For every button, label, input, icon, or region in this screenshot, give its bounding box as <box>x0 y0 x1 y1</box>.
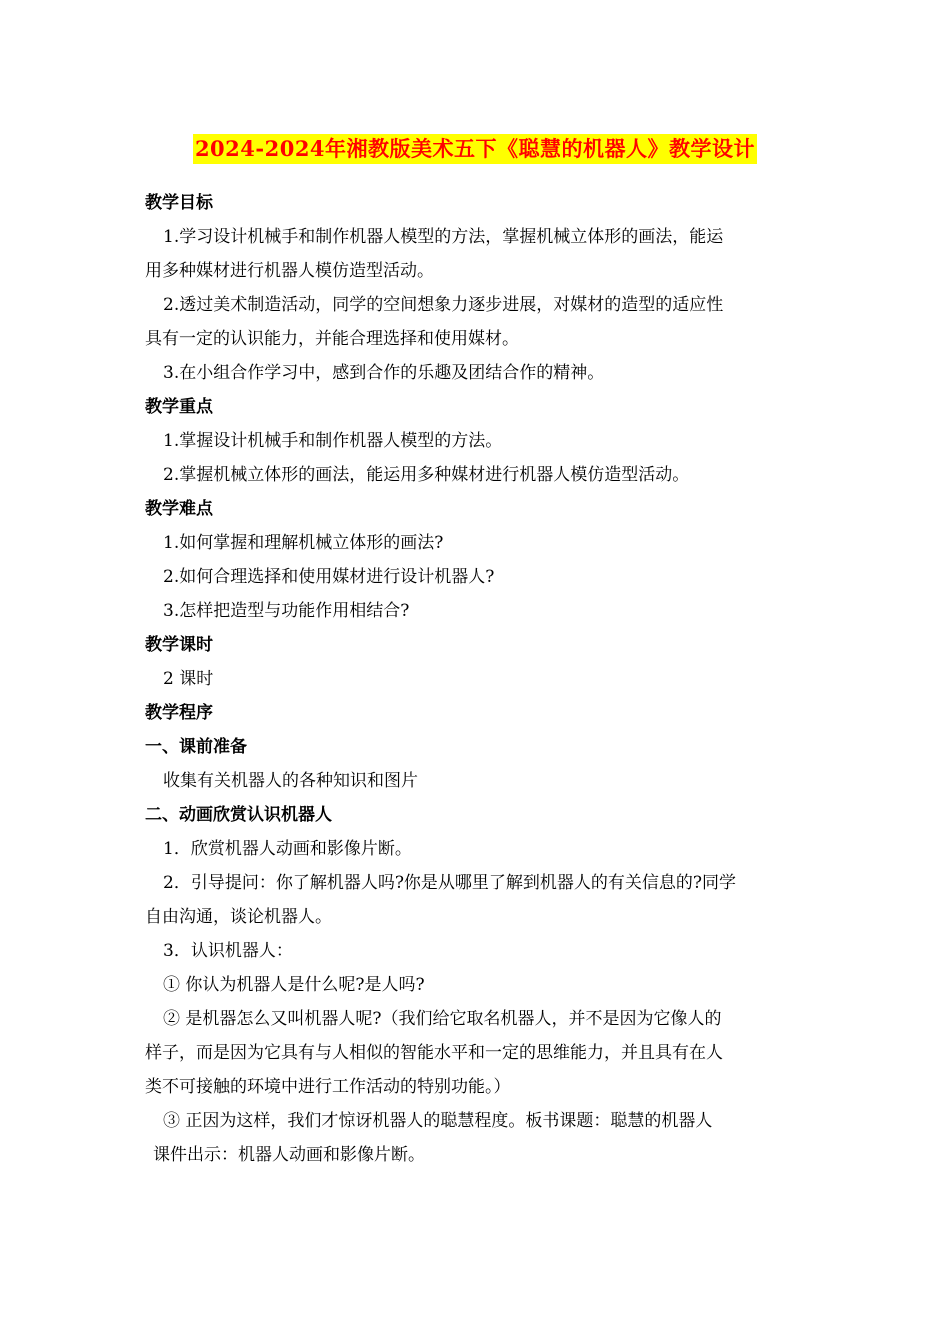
part2-heading: 二、动画欣赏认识机器人 <box>145 805 332 825</box>
goal-item-1b: 用多种媒材进行机器人模仿造型活动。 <box>145 261 434 281</box>
part2-item-1: 1．欣赏机器人动画和影像片断。 <box>163 839 412 859</box>
goal-item-3: 3.在小组合作学习中，感到合作的乐趣及团结合作的精神。 <box>163 363 605 383</box>
section-heading-goals: 教学目标 <box>145 193 213 213</box>
difficulty-item-1: 1.如何掌握和理解机械立体形的画法? <box>163 533 444 553</box>
part1-text: 收集有关机器人的各种知识和图片 <box>163 771 418 791</box>
difficulty-item-3: 3.怎样把造型与功能作用相结合? <box>163 601 410 621</box>
part2-item-2a: 2．引导提问：你了解机器人吗?你是从哪里了解到机器人的有关信息的?同学 <box>163 873 737 893</box>
part2-item-2b: 自由沟通，谈论机器人。 <box>145 907 332 927</box>
title-wrap <box>0 134 950 164</box>
part2-courseware: 课件出示：机器人动画和影像片断。 <box>153 1145 425 1165</box>
section-heading-procedure: 教学程序 <box>145 703 213 723</box>
part2-sub-1: ① 你认为机器人是什么呢?是人吗? <box>163 975 425 995</box>
section-heading-difficulties: 教学难点 <box>145 499 213 519</box>
goal-item-2a: 2.透过美术制造活动，同学的空间想象力逐步进展，对媒材的造型的适应性 <box>163 295 724 315</box>
section-heading-key-points: 教学重点 <box>145 397 213 417</box>
document-body <box>145 186 810 1172</box>
section-heading-periods: 教学课时 <box>145 635 213 655</box>
goal-item-2b: 具有一定的认识能力，并能合理选择和使用媒材。 <box>145 329 519 349</box>
key-point-item-2: 2.掌握机械立体形的画法，能运用多种媒材进行机器人模仿造型活动。 <box>163 465 690 485</box>
part2-sub-2b: 样子，而是因为它具有与人相似的智能水平和一定的思维能力，并且具有在人 <box>145 1043 723 1063</box>
difficulty-item-2: 2.如何合理选择和使用媒材进行设计机器人? <box>163 567 495 587</box>
part2-sub-2a: ② 是机器怎么又叫机器人呢?（我们给它取名机器人，并不是因为它像人的 <box>163 1009 722 1029</box>
part2-sub-2c: 类不可接触的环境中进行工作活动的特别功能。） <box>145 1077 511 1097</box>
periods-value: 2 课时 <box>163 669 214 689</box>
part1-heading: 一、课前准备 <box>145 737 247 757</box>
part2-item-3: 3．认识机器人： <box>163 941 293 961</box>
part2-sub-3: ③ 正因为这样，我们才惊讶机器人的聪慧程度。板书课题：聪慧的机器人 <box>163 1111 713 1131</box>
key-point-item-1: 1.掌握设计机械手和制作机器人模型的方法。 <box>163 431 503 451</box>
document-title: 2024-2024年湘教版美术五下《聪慧的机器人》教学设计 <box>193 134 757 164</box>
goal-item-1a: 1.学习设计机械手和制作机器人模型的方法，掌握机械立体形的画法，能运 <box>163 227 724 247</box>
